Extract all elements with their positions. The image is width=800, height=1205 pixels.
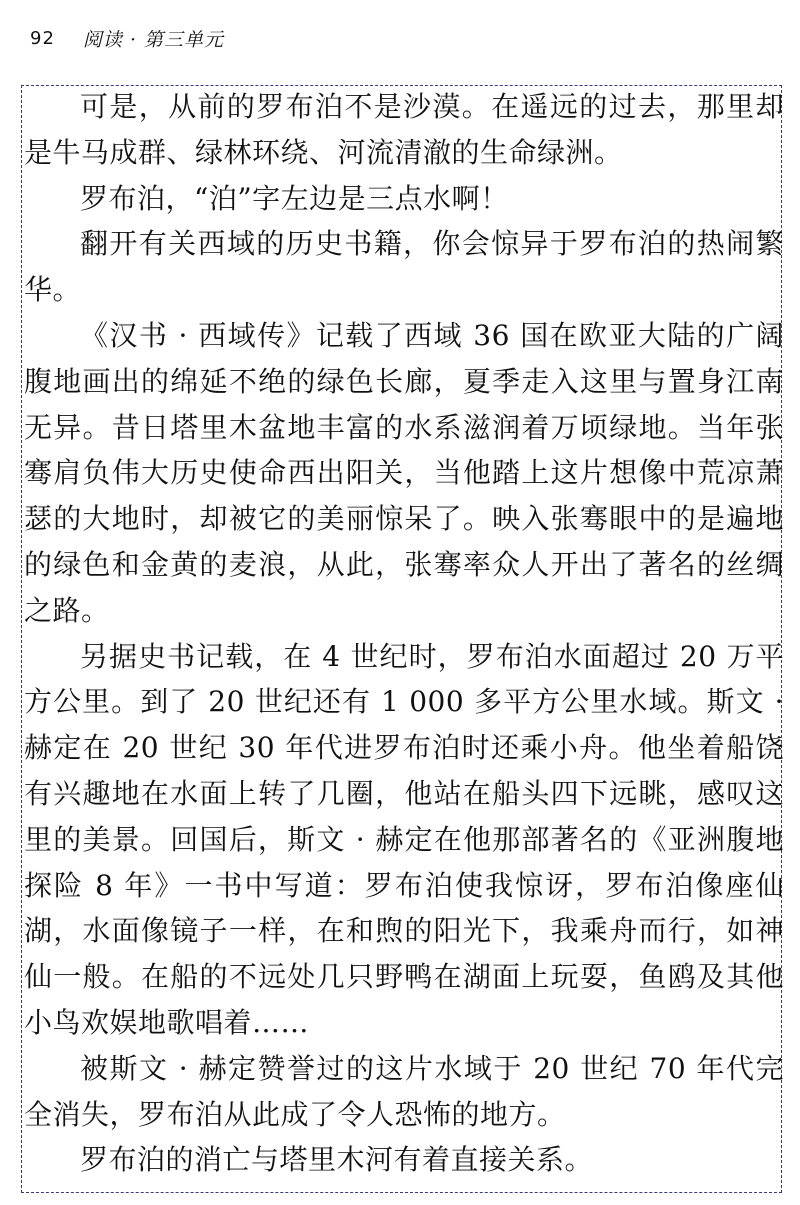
paragraph: 《汉书 · 西域传》记载了西域 36 国在欧亚大陆的广阔腹地画出的绵延不绝的绿色长廊，夏季走入这里与置身江南无异。昔日塔里木盆地丰富的水系滋润着万顷绿地。当年张骞肩负伟大历史使命西出阳关，当他踏上这片想像中荒凉萧瑟的大地时，却被它的美丽惊呆了。映入张骞眼中的是遍地的绿色和金黄的麦浪，从此，张骞率众人开出了著名的丝绸之路。 (24, 318, 784, 627)
paragraph: 翻开有关西域的历史书籍，你会惊异于罗布泊的热闹繁华。 (24, 227, 784, 307)
paragraph: 另据史书记载，在 4 世纪时，罗布泊水面超过 20 万平方公里。到了 20 世纪还有 1 000 多平方公里水域。斯文 · 赫定在 20 世纪 30 年代进罗布泊时还乘小舟。他坐着船饶有兴趣地在水面上转了几圈，他站在船头四下远眺，感叹这里的美景。回国后，斯文 · 赫定在他那部著名的《亚洲腹地探险 8 年》一书中写道：罗布泊使我惊讶，罗布泊像座仙湖，水面像镜子一样，在和煦的阳光下，我乘舟而行，如神仙一般。在船的不远处几只野鸭在湖面上玩耍，鱼鸥及其他小鸟欢娱地歌唱着…… (24, 639, 784, 1039)
body-text (24, 84, 784, 1183)
page-header (30, 22, 224, 54)
paragraph: 罗布泊，“泊”字左边是三点水啊！ (80, 181, 509, 215)
paragraph: 可是，从前的罗布泊不是沙漠。在遥远的过去，那里却是牛马成群、绿林环绕、河流清澈的生命绿洲。 (24, 90, 784, 169)
paragraph: 被斯文 · 赫定赞誉过的这片水域于 20 世纪 70 年代完全消失，罗布泊从此成了令人恐怖的地方。 (24, 1051, 784, 1131)
paragraph: 罗布泊的消亡与塔里木河有着直接关系。 (80, 1143, 594, 1177)
section-title: 阅读 · 第三单元 (82, 28, 225, 51)
page-number: 92 (30, 27, 55, 49)
